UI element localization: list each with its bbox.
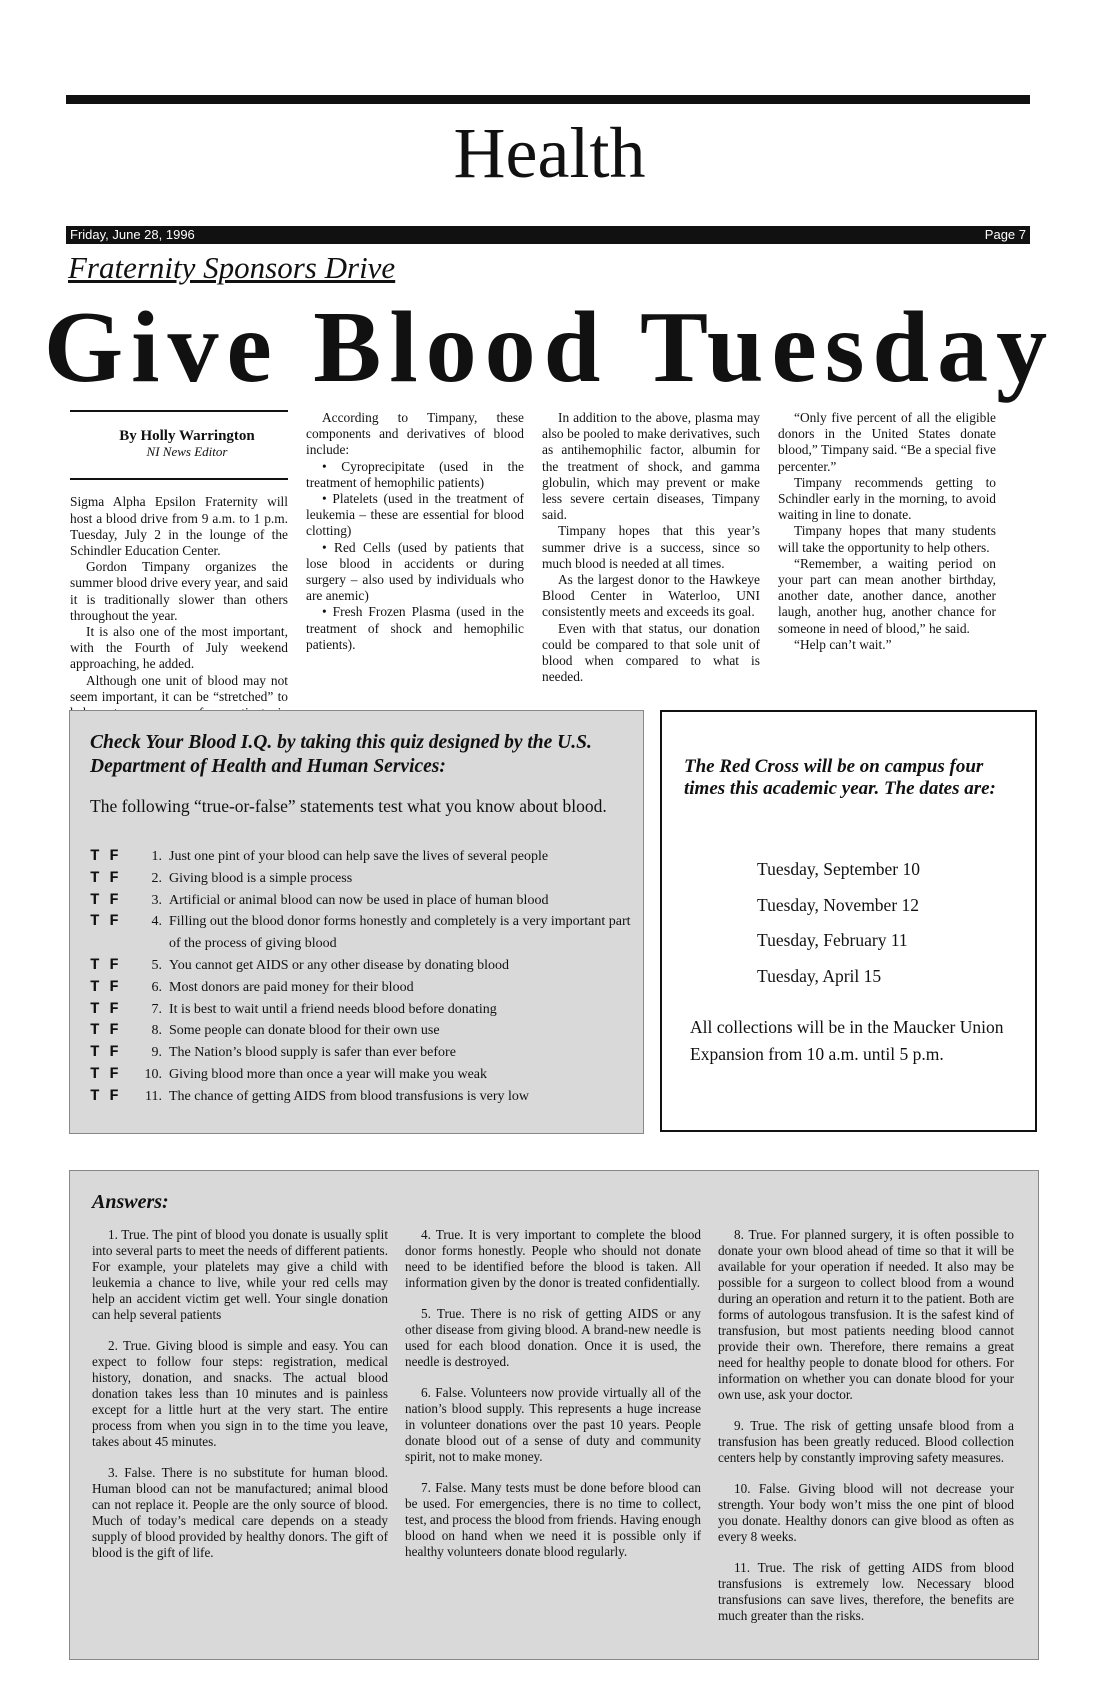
quiz-statement: It is best to wait until a friend needs blood before donating — [169, 1001, 497, 1017]
answer-paragraph: 3. False. There is no substitute for human blood. Human blood can not be manufactured; animal blood can not replace it. People are the only source of blood. Much of today’s medical care depends on a steady supply of blood provided by healthy donors. The gift of blood is the gift of life. — [92, 1465, 388, 1560]
article-paragraph: • Cyroprecipitate (used in the treatment of hemophilic patients) — [306, 458, 524, 490]
quiz-answers — [69, 1170, 1039, 1660]
date-bar — [66, 226, 1030, 244]
quiz-number: 6. — [151, 979, 162, 995]
article-paragraph: Sigma Alpha Epsilon Fraternity will host a blood drive from 9 a.m. to 1 p.m. Tuesday, July 2 in the lounge of the Schindler Education Center. — [70, 494, 288, 559]
red-cross-title: The Red Cross will be on campus four times this academic year. The dates are: — [684, 756, 996, 799]
article-column-4 — [778, 410, 996, 653]
red-cross-date-list — [757, 852, 920, 994]
headline: Give Blood Tuesday — [43, 291, 1056, 404]
quiz-item — [90, 977, 635, 999]
article-paragraph: • Fresh Frozen Plasma (used in the treatment of shock and hemophilic patients). — [306, 604, 524, 652]
article-column-2 — [306, 410, 524, 653]
quiz-statement: The Nation’s blood supply is safer than ever before — [169, 1045, 456, 1061]
quiz-statement: Most donors are paid money for their blood — [169, 979, 414, 995]
quiz-title: Check Your Blood I.Q. by taking this quiz designed by the U.S. Department of Health and Human Services: — [90, 732, 592, 777]
quiz-item — [90, 890, 635, 912]
article-paragraph: “Help can’t wait.” — [794, 636, 892, 652]
quiz-number: 1. — [151, 849, 162, 864]
quiz-item — [90, 868, 635, 890]
section-title: Health — [453, 113, 646, 193]
quiz-item — [90, 1064, 635, 1086]
blood-iq-quiz — [69, 710, 644, 1134]
red-cross-date: Tuesday, February 11 — [757, 930, 908, 951]
answer-paragraph: 1. True. The pint of blood you donate is usually split into several parts to meet the needs of different patients. For example, your platelets may give a child with leukemia a chance to live, while your red cells may help an accident victim get well. Your single donation can help several patients — [92, 1227, 388, 1322]
quiz-item — [90, 999, 635, 1021]
true-false-marker[interactable]: T F — [90, 1064, 119, 1083]
article-paragraph: • Red Cells (used by patients that lose blood in accidents or during surgery – also used by individuals who are anemic) — [306, 539, 524, 604]
answers-column-2 — [405, 1227, 701, 1575]
quiz-item — [90, 955, 635, 977]
article-paragraph: Timpany hopes that many students will take the opportunity to help others. — [778, 523, 996, 555]
quiz-statement: Some people can donate blood for their own use — [169, 1023, 440, 1039]
quiz-number: 2. — [151, 870, 162, 886]
answers-title: Answers: — [92, 1191, 169, 1213]
quiz-item — [90, 1042, 635, 1064]
quiz-number: 9. — [151, 1045, 162, 1061]
true-false-marker[interactable]: T F — [90, 1021, 119, 1040]
quiz-number: 8. — [151, 1023, 162, 1039]
quiz-item — [90, 846, 635, 868]
answer-paragraph: 9. True. The risk of getting unsafe blood from a transfusion has been greatly reduced. Blood collection centers help by constantly improving safety measures. — [718, 1418, 1014, 1465]
true-false-marker[interactable]: T F — [90, 847, 119, 865]
answer-paragraph: 11. True. The risk of getting AIDS from blood transfusions is extremely low. Necessary blood transfusions can save lives, therefore, the benefits are much greater than the risks. — [718, 1560, 1014, 1623]
quiz-intro: The following “true-or-false” statements test what you know about blood. — [90, 796, 607, 816]
quiz-item — [90, 1020, 635, 1042]
true-false-marker[interactable]: T F — [90, 868, 119, 887]
red-cross-date: Tuesday, September 10 — [757, 859, 920, 879]
quiz-number: 3. — [151, 892, 162, 908]
answer-paragraph: 2. True. Giving blood is simple and easy. You can expect to follow four steps: registration, medical history, donation, and snacks. The actual blood donation takes less than 10 minutes and is painless except for a little hurt at the very start. The entire process from when you sign in to the time you leave, takes about 45 minutes. — [92, 1338, 388, 1449]
article-paragraph: As the largest donor to the Hawkeye Blood Center in Waterloo, UNI consistently meets and exceeds its goal. — [542, 572, 760, 620]
true-false-marker[interactable]: T F — [90, 912, 119, 931]
true-false-marker[interactable]: T F — [90, 1086, 119, 1105]
article-paragraph: According to Timpany, these components and derivatives of blood include: — [306, 410, 524, 458]
article-paragraph: “Remember, a waiting period on your part can mean another birthday, another date, another dance, another laugh, another hug, another chance for someone in need of blood,” he said. — [778, 555, 996, 636]
quiz-item — [90, 911, 635, 955]
red-cross-date: Tuesday, April 15 — [757, 965, 882, 986]
top-rule — [66, 95, 1030, 104]
issue-date: Friday, June 28, 1996 — [70, 227, 195, 242]
byline-role: NI News Editor — [146, 444, 228, 460]
quiz-number: 11. — [145, 1088, 162, 1104]
quiz-number: 7. — [151, 1001, 162, 1017]
true-false-marker[interactable]: T F — [90, 890, 119, 909]
article-paragraph: In addition to the above, plasma may also be pooled to make derivatives, such as antihemophilic factor, albumin for the treatment of shock, and gamma globulin, which may prevent or make less severe certain diseases, Timpany said. — [542, 410, 760, 523]
quiz-statement: Just one pint of your blood can help save the lives of several people — [169, 849, 549, 864]
red-cross-dates-box — [660, 710, 1037, 1132]
byline: By Holly Warrington — [119, 428, 255, 444]
quiz-list — [90, 846, 635, 1108]
answer-paragraph: 6. False. Volunteers now provide virtually all of the nation’s blood supply. This represents a huge increase in volunteer donations over the past 10 years. People donate blood out of a sense of duty and community spirit, not to make money. — [405, 1385, 701, 1464]
quiz-number: 10. — [144, 1066, 162, 1082]
article-paragraph: Timpany hopes that this year’s summer drive is a success, since so much blood is needed at all times. — [542, 523, 760, 571]
quiz-statement: Filling out the blood donor forms honestly and completely is a very important part of the process of giving blood — [169, 914, 631, 952]
answer-paragraph: 4. True. It is very important to complete the blood donor forms honestly. People who should not donate need to be identified before the blood is taken. All information given by the donor is treated confidentially. — [405, 1227, 701, 1290]
answers-column-3 — [718, 1227, 1014, 1639]
answer-paragraph: 8. True. For planned surgery, it is often possible to donate your own blood ahead of time so that it will be available for your operation if needed. It also may be possible for a surgeon to collect blood from a wound during an operation and return it to the patient. Both are forms of autologous transfusion. It is the safest kind of transfusion, but most patients needing blood cannot provide their own. Therefore, there remains a great need for healthy people to donate blood for others. For information on whether you can donate blood for your own use, ask your doctor. — [718, 1227, 1014, 1402]
quiz-statement: You cannot get AIDS or any other disease by donating blood — [169, 957, 509, 973]
quiz-statement: Giving blood more than once a year will make you weak — [169, 1066, 488, 1082]
true-false-marker[interactable]: T F — [90, 977, 119, 996]
answers-column-1 — [92, 1227, 388, 1576]
true-false-marker[interactable]: T F — [90, 955, 119, 974]
kicker: Fraternity Sponsors Drive — [68, 250, 396, 285]
quiz-statement: The chance of getting AIDS from blood transfusions is very low — [169, 1088, 530, 1104]
article-paragraph: “Only five percent of all the eligible donors in the United States donate blood,” Timpany said. “Be a special five percenter.” — [778, 410, 996, 474]
quiz-number: 4. — [151, 914, 162, 930]
byline-box — [70, 410, 288, 480]
article-paragraph: Even with that status, our donation could be compared to that sole unit of blood when compared to what is needed. — [542, 620, 760, 685]
red-cross-date: Tuesday, November 12 — [757, 894, 920, 915]
quiz-item — [90, 1086, 635, 1108]
article-column-3 — [542, 410, 760, 685]
article-paragraph: Timpany recommends getting to Schindler early in the morning, to avoid waiting in line to donate. — [778, 474, 996, 523]
article-paragraph: It is also one of the most important, with the Fourth of July weekend approaching, he added. — [70, 624, 288, 672]
quiz-number: 5. — [151, 957, 162, 973]
article-paragraph: Gordon Timpany organizes the summer blood drive every year, and said it is traditionally slower than others throughout the year. — [70, 559, 288, 623]
page-number: Page 7 — [984, 227, 1026, 242]
quiz-statement: Artificial or animal blood can now be used in place of human blood — [169, 892, 549, 908]
answer-paragraph: 10. False. Giving blood will not decrease your strength. Your body won’t miss the one pint of blood you donate. Healthy donors can give blood as often as every 8 weeks. — [718, 1481, 1014, 1544]
true-false-marker[interactable]: T F — [90, 1043, 119, 1062]
answer-paragraph: 5. True. There is no risk of getting AIDS or any other disease from giving blood. A brand-new needle is used for each blood donation. Once it is used, the needle is destroyed. — [405, 1306, 701, 1369]
red-cross-location-note: All collections will be in the Maucker Union Expansion from 10 a.m. until 5 p.m. — [690, 1017, 1004, 1064]
quiz-statement: Giving blood is a simple process — [169, 870, 353, 886]
article-paragraph: • Platelets (used in the treatment of leukemia – these are essential for blood clotting) — [306, 491, 524, 539]
true-false-marker[interactable]: T F — [90, 999, 119, 1018]
article-column-1 — [70, 410, 288, 737]
answer-paragraph: 7. False. Many tests must be done before blood can be used. For emergencies, there is no time to collect, test, and process the blood from friends. Having enough blood on hand when we need it is possible only if healthy volunteers donate blood regularly. — [405, 1480, 701, 1559]
article-paragraph: Although one unit of blood may not seem important, it can be “stretched” to — [70, 672, 288, 704]
